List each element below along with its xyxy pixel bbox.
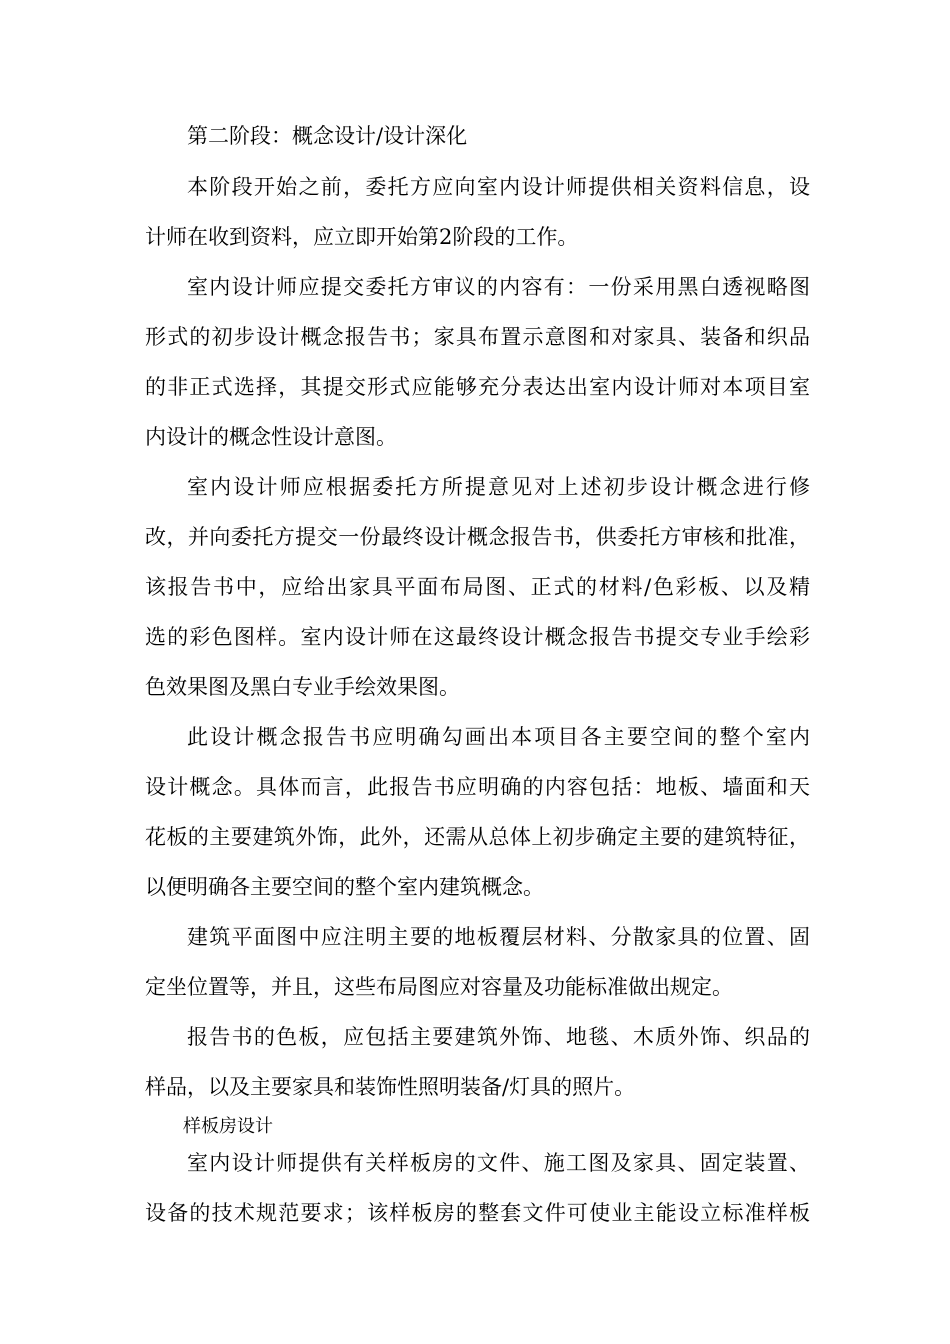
section-heading: 第二阶段：概念设计/设计深化 xyxy=(187,124,468,148)
paragraph-line: 花板的主要建筑外饰，此外，还需从总体上初步确定主要的建筑特征， xyxy=(145,825,810,849)
subheading: 样板房设计 xyxy=(183,1116,273,1137)
paragraph-line: 报告书的色板，应包括主要建筑外饰、地毯、木质外饰、织品的 xyxy=(187,1025,810,1049)
paragraph-line: 选的彩色图样。室内设计师在这最终设计概念报告书提交专业手绘彩 xyxy=(145,625,810,649)
paragraph-line: 该报告书中，应给出家具平面布局图、正式的材料/色彩板、以及精 xyxy=(145,575,810,599)
paragraph-line: 本阶段开始之前，委托方应向室内设计师提供相关资料信息，设 xyxy=(187,175,810,199)
paragraph-line: 设备的技术规范要求；该样板房的整套文件可使业主能设立标准样板 xyxy=(145,1201,810,1225)
paragraph-line: 室内设计师应根据委托方所提意见对上述初步设计概念进行修 xyxy=(187,475,810,499)
paragraph-line: 形式的初步设计概念报告书；家具布置示意图和对家具、装备和织品 xyxy=(145,325,810,349)
paragraph-line: 色效果图及黑白专业手绘效果图。 xyxy=(145,675,460,699)
paragraph-line: 此设计概念报告书应明确勾画出本项目各主要空间的整个室内 xyxy=(187,725,810,749)
paragraph-line: 的非正式选择，其提交形式应能够充分表达出室内设计师对本项目室 xyxy=(145,375,810,399)
paragraph-line: 室内设计师提供有关样板房的文件、施工图及家具、固定装置、 xyxy=(187,1151,810,1175)
paragraph-line: 内设计的概念性设计意图。 xyxy=(145,425,397,449)
paragraph-line: 计师在收到资料，应立即开始第2阶段的工作。 xyxy=(145,225,579,249)
paragraph-line: 建筑平面图中应注明主要的地板覆层材料、分散家具的位置、固 xyxy=(187,925,810,949)
paragraph-line: 设计概念。具体而言，此报告书应明确的内容包括：地板、墙面和天 xyxy=(145,775,810,799)
paragraph-line: 样品，以及主要家具和装饰性照明装备/灯具的照片。 xyxy=(145,1075,636,1099)
paragraph-line: 定坐位置等，并且，这些布局图应对容量及功能标准做出规定。 xyxy=(145,975,733,999)
paragraph-line: 以便明确各主要空间的整个室内建筑概念。 xyxy=(145,875,544,899)
paragraph-line: 室内设计师应提交委托方审议的内容有：一份采用黑白透视略图 xyxy=(187,275,810,299)
paragraph-line: 改，并向委托方提交一份最终设计概念报告书，供委托方审核和批准， xyxy=(145,525,810,549)
